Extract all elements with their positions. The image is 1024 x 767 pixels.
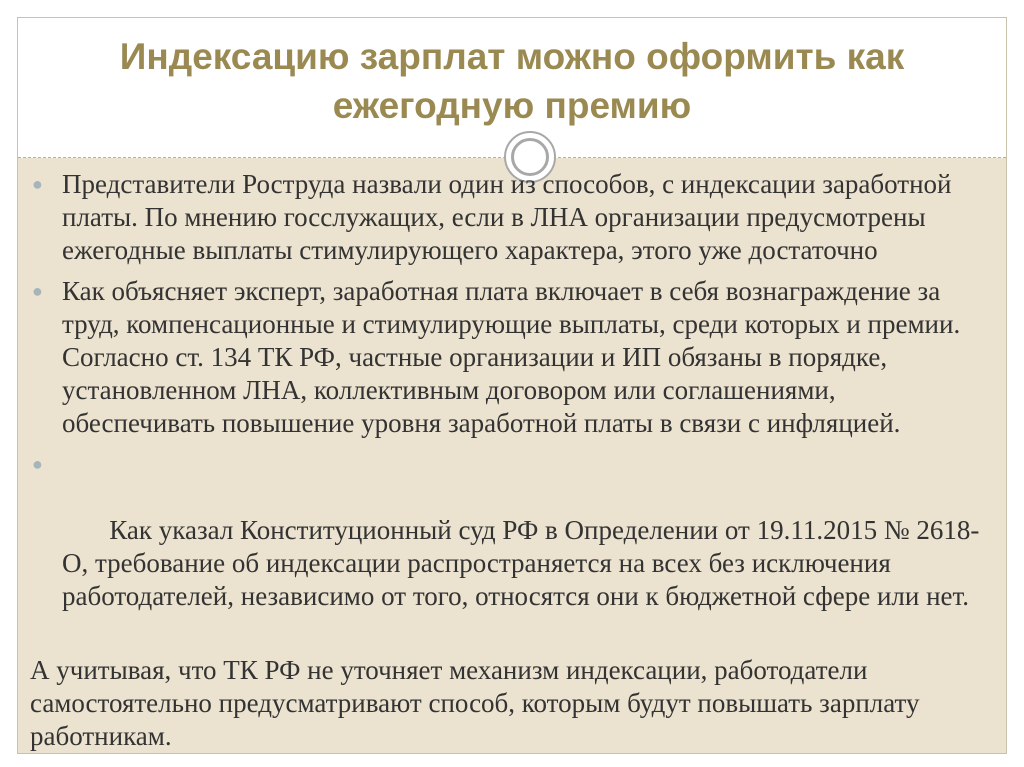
bullet-item: [30, 168, 990, 267]
slide-title: Индексацию зарплат можно оформить как ежегодную премию: [119, 36, 905, 126]
slide-content: [30, 168, 990, 753]
bullet-text: Как объясняет эксперт, заработная плата включает в себя вознаграждение за труд, компенсационные и стимулирующие выплаты, среди которых и премии. Согласно ст. 134 ТК РФ, частные организации и ИП обязаны в порядке, установленном ЛНА, коллективным договором или соглашениями, обеспечивать повышение уровня заработной платы в связи с инфляцией.: [62, 276, 961, 438]
bullet-dot-icon: ●: [32, 281, 43, 301]
slide-frame: [17, 17, 1007, 754]
bullet-dot-icon: ●: [32, 454, 43, 474]
bullet-item: [30, 275, 990, 440]
bullet-dot-icon: ●: [32, 174, 43, 194]
conclusion-text: А учитывая, что ТК РФ не уточняет механизм индексации, работодатели самостоятельно предусматривают способ, которым будут повышать зарплату работникам.: [30, 655, 920, 751]
bullet-item: [30, 448, 990, 646]
bullet-text: Представители Роструда назвали один из способов, с индексации заработной платы. По мнению госслужащих, если в ЛНА организации предусмотрены ежегодные выплаты стимулирующего характера, этого уже достаточно: [62, 169, 952, 265]
bullet-text: Как указал Конституционный суд РФ в Определении от 19.11.2015 № 2618-О, требование об индексации распространяется на всех без исключения работодателей, независимо от того, относятся они к бюджетной сфере или нет.: [62, 515, 980, 611]
